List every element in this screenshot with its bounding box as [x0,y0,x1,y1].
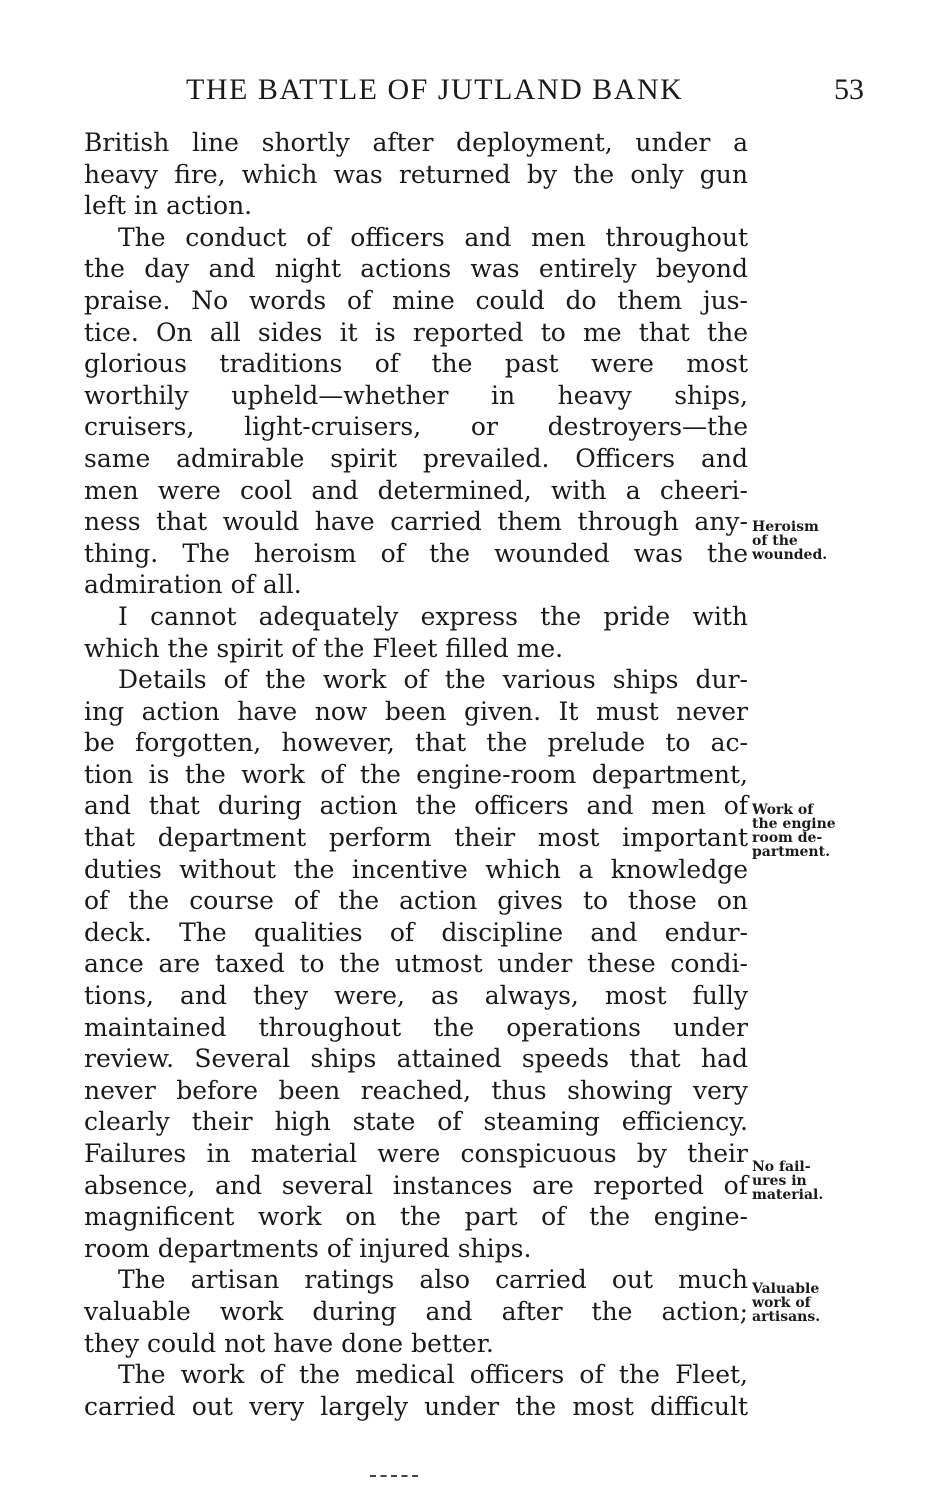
text-line: ness that would have carried them through any- [84,507,748,537]
text-line: same admirable spirit prevailed. Officers and [84,443,748,473]
text-line: heavy fire, which was returned by the only gun [84,159,748,189]
text-line: men were cool and determined, with a cheeri- [84,475,748,505]
text-line: glorious traditions of the past were most [84,349,748,379]
text-line: room departments of injured ships. [84,1233,532,1263]
sidenote-line: Heroism [752,519,819,535]
text-line: the day and night actions was entirely beyond [84,254,748,284]
text-line: cruisers, light-cruisers, or destroyers—the [84,412,748,442]
running-title: THE BATTLE OF JUTLAND BANK [186,73,684,106]
text-line: carried out very largely under the most difficult [84,1391,748,1421]
sidenote-line: Work of [752,802,814,818]
text-line: they could not have done better. [84,1328,494,1358]
page-number: 53 [834,73,864,106]
sidenote-line: Valuable [752,1281,820,1297]
text-line: magnificent work on the part of the engine- [84,1202,748,1232]
text-line: British line shortly after deployment, under a [84,128,748,157]
text-line: admiration of all. [84,570,302,600]
text-line: thing. The heroism of the wounded was the [84,538,748,568]
text-line: never before been reached, thus showing very [84,1075,748,1105]
sidenote-line: partment. [752,844,830,860]
sidenote-line: room de- [752,830,823,846]
text-line: The work of the medical officers of the Fleet, [118,1360,748,1390]
text-line: tice. On all sides it is reported to me that the [84,317,748,347]
text-line: deck. The qualities of discipline and endur- [84,917,748,947]
text-line: of the course of the action gives to those on [84,886,748,916]
footer-rule [370,1475,418,1477]
sidenote-material [752,1160,823,1202]
text-line: absence, and several instances are reported of [84,1170,748,1200]
sidenote-engine-room [752,803,836,859]
sidenote-line: wounded. [752,547,828,563]
text-line: and that during action the officers and men of [84,791,748,821]
text-line: The artisan ratings also carried out much [118,1265,748,1295]
text-line: ance are taxed to the utmost under these condi- [84,949,748,979]
sidenote-line: No fail- [752,1159,811,1175]
text-line: clearly their high state of steaming efficiency. [84,1107,748,1137]
text-line: maintained throughout the operations under [84,1012,748,1042]
text-line: I cannot adequately express the pride with [118,601,748,631]
text-line: Failures in material were conspicuous by their [84,1139,748,1168]
text-line: valuable work during and after the action; [84,1296,748,1326]
sidenote-line: material. [752,1187,824,1203]
sidenote-line: ures in [752,1173,807,1189]
text-line: praise. No words of mine could do them jus- [84,285,748,315]
text-line: that department perform their most important [84,823,748,853]
text-line: duties without the incentive which a knowledge [84,854,748,884]
sidenote-line: artisans. [752,1309,821,1325]
text-line: be forgotten, however, that the prelude to ac- [84,728,748,758]
sidenote-line: work of [752,1295,811,1311]
sidenote-heroism [752,520,827,562]
body-text [84,127,748,1422]
sidenote-line: the engine [752,816,836,832]
text-line: The conduct of officers and men throughout [118,222,748,252]
text-line: which the spirit of the Fleet filled me. [84,633,564,663]
text-line: tions, and they were, as always, most fully [84,981,748,1011]
text-line: review. Several ships attained speeds that had [84,1044,748,1074]
text-line: tion is the work of the engine-room department, [84,759,748,789]
text-line: ing action have now been given. It must never [84,696,748,726]
text-line: worthily upheld—whether in heavy ships, [84,380,748,410]
sidenote-artisans [752,1282,820,1324]
text-line: Details of the work of the various ships dur- [118,665,748,695]
text-line: left in action. [84,191,253,221]
sidenote-line: of the [752,533,798,549]
